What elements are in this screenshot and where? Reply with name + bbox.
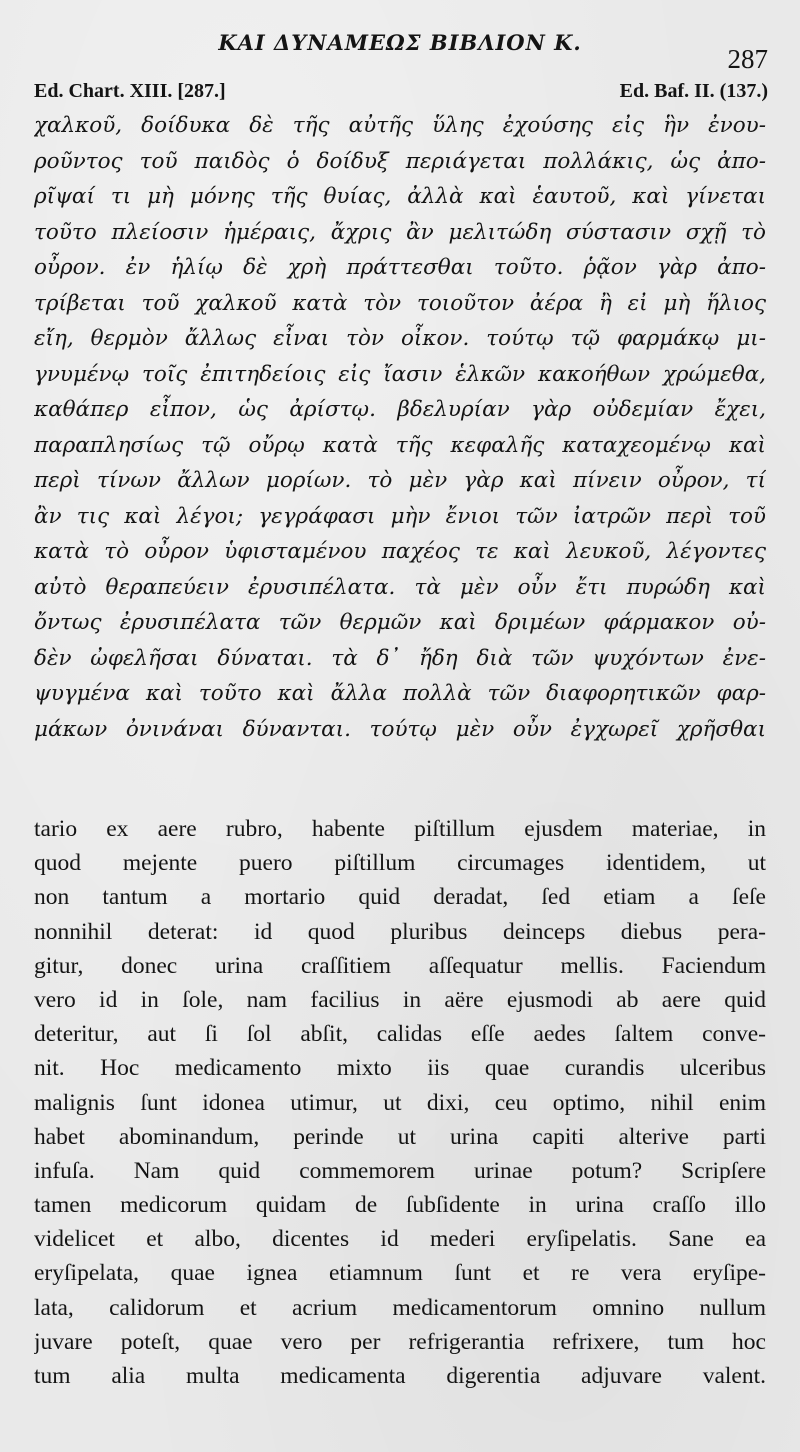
latin-line: malignis ſunt idonea utimur, ut dixi, ceu optimo, nihil enim <box>34 1089 766 1116</box>
edition-reference-basel: Ed. Baf. II. (137.) <box>619 80 768 102</box>
greek-line: οὖρον. ἐν ἡλίῳ δὲ χρὴ πράττεσθαι τοῦτο. ῥᾷον γὰρ ἀπο- <box>34 255 766 280</box>
latin-line: infuſa. Nam quid commemorem urinae potum? Scripſere <box>34 1157 766 1184</box>
greek-line: δὲν ὠφελῆσαι δύναται. τὰ δ᾽ ἤδη διὰ τῶν ψυχόντων ἐνε- <box>34 645 766 671</box>
greek-line: ὄντως ἐρυσιπέλατα τῶν θερμῶν καὶ δριμέων φάρμακον οὐ- <box>34 610 766 635</box>
latin-text-block <box>34 812 766 1393</box>
greek-line: καθάπερ εἶπον, ὡς ἀρίστῳ. βδελυρίαν γὰρ οὐδεμίαν ἔχει, <box>34 397 766 422</box>
greek-line: αὐτὸ θεραπεύειν ἐρυσιπέλατα. τὰ μὲν οὖν ἔτι πυρώδη καὶ <box>34 574 766 600</box>
greek-line: ροῦντος τοῦ παιδὸς ὁ δοίδυξ περιάγεται πολλάκις, ὡς ἀπο- <box>34 148 766 174</box>
latin-line: quod mejente puero piſtillum circumages identidem, ut <box>34 850 766 877</box>
greek-line: ἂν τις καὶ λέγοι; γεγράφασι μὴν ἔνιοι τῶν ἰατρῶν περὶ τοῦ <box>34 503 766 529</box>
greek-text-block <box>34 108 766 747</box>
latin-line: videlicet et albo, dicentes id mederi eryſipelatis. Sane ea <box>34 1226 766 1253</box>
latin-line: tamen medicorum quidam de ſubſidente in urina craſſo illo <box>34 1192 766 1219</box>
latin-line: eryſipelata, quae ignea etiamnum ſunt et re vera eryſipe- <box>34 1260 766 1287</box>
page-header <box>0 0 800 110</box>
latin-line: gitur, donec urina craſſitiem aſſequatur mellis. Faciendum <box>34 952 766 979</box>
page-number: 287 <box>727 44 768 74</box>
latin-line: deteritur, aut ſi ſol abſit, calidas eſſe aedes ſaltem conve- <box>34 1021 766 1048</box>
latin-line: tario ex aere rubro, habente piſtillum ejusdem materiae, in <box>34 816 766 842</box>
greek-line: τρίβεται τοῦ χαλκοῦ κατὰ τὸν τοιοῦτον ἀέρα ἢ εἰ μὴ ἥλιος <box>34 290 766 316</box>
latin-line: lata, calidorum et acrium medicamentorum omnino nullum <box>34 1294 766 1321</box>
greek-line: περὶ τίνων ἄλλων μορίων. τὸ μὲν γὰρ καὶ πίνειν οὖρον, τί <box>34 468 766 493</box>
latin-line: vero id in ſole, nam facilius in aëre ejusmodi ab aere quid <box>34 986 766 1013</box>
latin-line: juvare poteſt, quae vero per refrigerantia refrixere, tum hoc <box>34 1328 766 1355</box>
latin-line: non tantum a mortario quid deradat, ſed etiam a ſeſe <box>34 884 766 911</box>
greek-line: μάκων ὀνινάναι δύνανται. τούτῳ μὲν οὖν ἐγχωρεῖ χρῆσθαι <box>34 716 766 742</box>
latin-line: nit. Hoc medicamento mixto iis quae curandis ulceribus <box>34 1055 766 1082</box>
running-title: ΚΑΙ ΔΥΝΑΜΕΩΣ ΒΙΒΛΙΟΝ Κ. <box>218 30 582 55</box>
greek-line: χαλκοῦ, δοίδυκα δὲ τῆς αὐτῆς ὕλης ἐχούσης εἰς ἣν ἐνου- <box>34 113 766 138</box>
latin-line: nonnihil deterat: id quod pluribus deinceps diebus pera- <box>34 918 766 945</box>
greek-line: ρῖψαί τι μὴ μόνης τῆς θυίας, ἀλλὰ καὶ ἑαυτοῦ, καὶ γίνεται <box>34 184 766 209</box>
edition-reference-chartier: Ed. Chart. XIII. [287.] <box>34 80 226 102</box>
greek-line: εἴη, θερμὸν ἄλλως εἶναι τὸν οἶκον. τούτῳ τῷ φαρμάκῳ μι- <box>34 326 766 351</box>
greek-line: γνυμένῳ τοῖς ἐπιτηδείοις εἰς ἴασιν ἑλκῶν κακοήθων χρώμεθα, <box>34 361 766 387</box>
latin-line: habet abominandum, perinde ut urina capiti alterive parti <box>34 1123 766 1150</box>
latin-line: tum alia multa medicamenta digerentia adjuvare valent. <box>34 1363 766 1389</box>
greek-line: τοῦτο πλείοσιν ἡμέραις, ἄχρις ἂν μελιτώδη σύστασιν σχῇ τὸ <box>34 219 766 245</box>
greek-line: παραπλησίως τῷ οὔρῳ κατὰ τῆς κεφαλῆς καταχεομένῳ καὶ <box>34 432 766 458</box>
greek-line: κατὰ τὸ οὖρον ὑφισταμένου παχέος τε καὶ λευκοῦ, λέγοντες <box>34 539 766 564</box>
greek-line: ψυγμένα καὶ τοῦτο καὶ ἄλλα πολλὰ τῶν διαφορητικῶν φαρ- <box>34 681 766 706</box>
